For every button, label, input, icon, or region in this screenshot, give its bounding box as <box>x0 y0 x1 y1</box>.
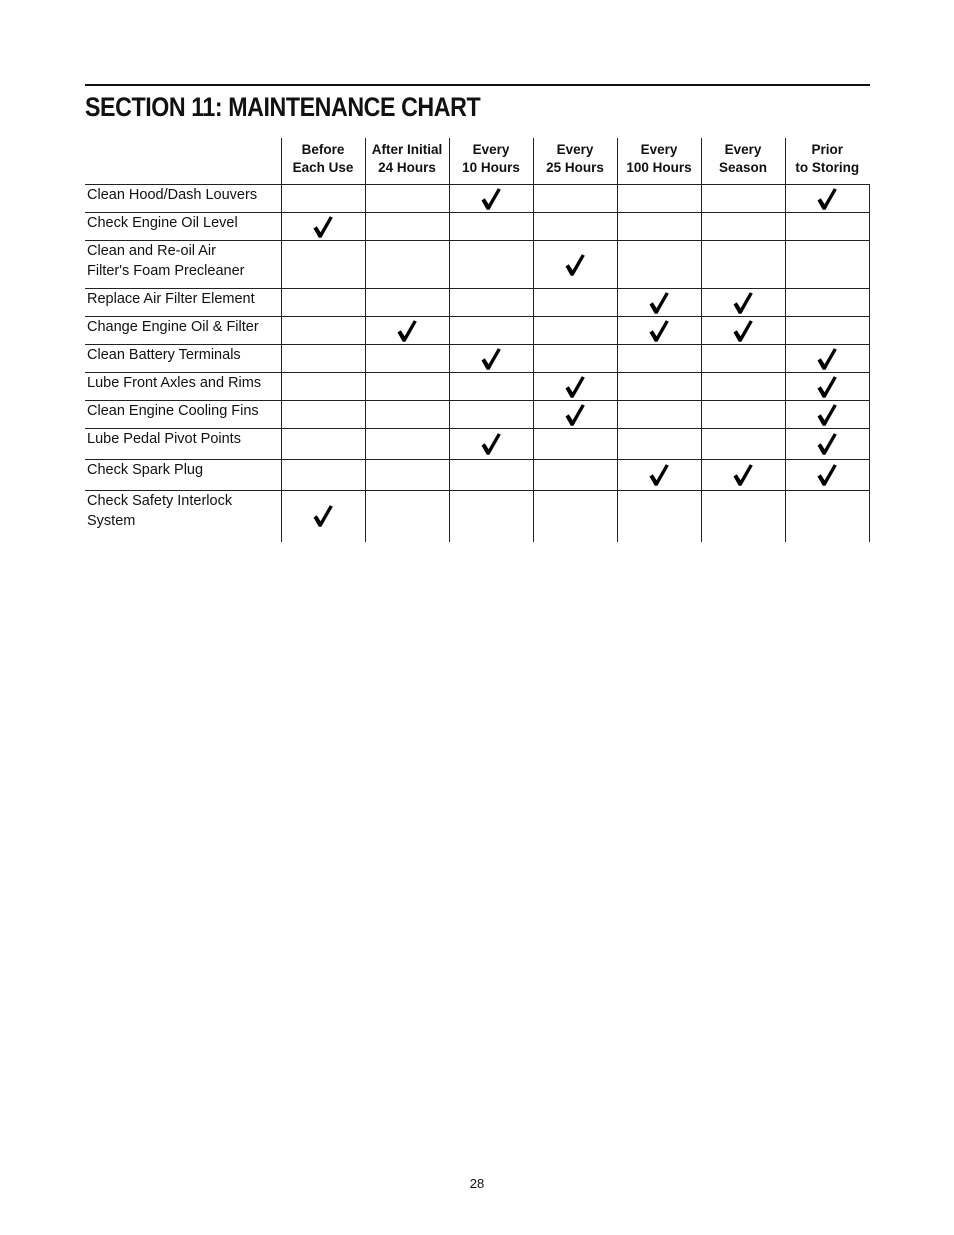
section-title: SECTION 11: MAINTENANCE CHART <box>85 92 481 122</box>
task-label-line: Check Safety Interlock <box>87 493 233 509</box>
column-header-line: Every <box>472 142 510 157</box>
interval-cell <box>701 491 785 542</box>
interval-cell <box>365 429 449 460</box>
interval-cell <box>281 345 365 373</box>
interval-cell <box>365 373 449 401</box>
interval-cell <box>701 317 785 345</box>
check-mark-icon <box>648 319 670 343</box>
task-label <box>85 317 281 345</box>
interval-cell <box>365 289 449 317</box>
check-mark-icon <box>816 187 838 211</box>
task-label <box>85 213 281 241</box>
column-header-line: 25 Hours <box>546 160 604 175</box>
interval-cell <box>365 401 449 429</box>
interval-cell <box>533 460 617 491</box>
column-header <box>533 138 617 185</box>
interval-cell <box>281 289 365 317</box>
interval-cell <box>365 491 449 542</box>
interval-cell <box>449 373 533 401</box>
check-mark-icon <box>732 463 754 487</box>
interval-cell <box>281 401 365 429</box>
interval-cell <box>533 241 617 289</box>
interval-cell <box>449 401 533 429</box>
interval-cell <box>449 241 533 289</box>
interval-cell <box>281 491 365 542</box>
interval-cell <box>617 460 701 491</box>
check-mark-icon <box>564 253 586 277</box>
interval-cell <box>365 317 449 345</box>
top-rule <box>85 84 870 86</box>
interval-cell <box>617 345 701 373</box>
task-label <box>85 491 281 542</box>
column-header-line: 100 Hours <box>626 160 692 175</box>
interval-cell <box>701 373 785 401</box>
check-mark-icon <box>396 319 418 343</box>
interval-cell <box>785 241 869 289</box>
interval-cell <box>701 401 785 429</box>
column-header <box>365 138 449 185</box>
column-header <box>785 138 869 185</box>
interval-cell <box>365 345 449 373</box>
table-row <box>85 241 869 289</box>
interval-cell <box>449 317 533 345</box>
check-mark-icon <box>480 347 502 371</box>
interval-cell <box>785 185 869 213</box>
table-row <box>85 317 869 345</box>
interval-cell <box>617 289 701 317</box>
check-mark-icon <box>732 319 754 343</box>
header-corner <box>85 138 281 185</box>
interval-cell <box>281 373 365 401</box>
task-label-line: Clean Engine Cooling Fins <box>87 403 259 419</box>
column-header <box>617 138 701 185</box>
column-header-line: Every <box>640 142 678 157</box>
interval-cell <box>701 241 785 289</box>
check-mark-icon <box>816 403 838 427</box>
interval-cell <box>785 491 869 542</box>
interval-cell <box>281 213 365 241</box>
table-row <box>85 185 869 213</box>
interval-cell <box>785 460 869 491</box>
interval-cell <box>785 345 869 373</box>
task-label <box>85 401 281 429</box>
interval-cell <box>785 429 869 460</box>
check-mark-icon <box>648 291 670 315</box>
interval-cell <box>701 185 785 213</box>
table-row <box>85 460 869 491</box>
interval-cell <box>533 401 617 429</box>
maintenance-chart-table <box>85 138 870 542</box>
interval-cell <box>281 460 365 491</box>
column-header-line: 10 Hours <box>462 160 520 175</box>
column-header-line: to Storing <box>795 160 860 175</box>
check-mark-icon <box>816 347 838 371</box>
table-row <box>85 289 869 317</box>
interval-cell <box>701 213 785 241</box>
table-row <box>85 373 869 401</box>
column-header <box>281 138 365 185</box>
check-mark-icon <box>816 463 838 487</box>
interval-cell <box>617 401 701 429</box>
interval-cell <box>701 460 785 491</box>
interval-cell <box>785 317 869 345</box>
interval-cell <box>785 213 869 241</box>
task-label <box>85 429 281 460</box>
check-mark-icon <box>816 432 838 456</box>
column-header-line: Every <box>556 142 594 157</box>
task-label-line: Change Engine Oil & Filter <box>87 319 259 335</box>
interval-cell <box>617 241 701 289</box>
interval-cell <box>785 401 869 429</box>
task-label <box>85 345 281 373</box>
interval-cell <box>449 213 533 241</box>
task-label <box>85 460 281 491</box>
column-header-line: Prior <box>811 142 843 157</box>
interval-cell <box>617 185 701 213</box>
column-header-line: Season <box>718 160 768 175</box>
interval-cell <box>449 491 533 542</box>
task-label-line: Clean Battery Terminals <box>87 347 241 363</box>
check-mark-icon <box>312 215 334 239</box>
task-label-line: Clean Hood/Dash Louvers <box>87 187 258 203</box>
interval-cell <box>785 289 869 317</box>
check-mark-icon <box>312 504 334 528</box>
interval-cell <box>365 241 449 289</box>
interval-cell <box>617 317 701 345</box>
table-row <box>85 401 869 429</box>
task-label-line: Clean and Re-oil Air <box>87 243 216 259</box>
interval-cell <box>281 317 365 345</box>
check-mark-icon <box>732 291 754 315</box>
check-mark-icon <box>480 432 502 456</box>
column-header-line: Every <box>724 142 762 157</box>
table-row <box>85 429 869 460</box>
interval-cell <box>533 317 617 345</box>
interval-cell <box>533 289 617 317</box>
check-mark-icon <box>564 375 586 399</box>
interval-cell <box>449 429 533 460</box>
interval-cell <box>701 289 785 317</box>
task-label <box>85 185 281 213</box>
header-row <box>85 138 869 185</box>
interval-cell <box>281 185 365 213</box>
interval-cell <box>365 460 449 491</box>
column-header-line: 24 Hours <box>378 160 436 175</box>
interval-cell <box>617 213 701 241</box>
interval-cell <box>449 185 533 213</box>
task-label <box>85 241 281 289</box>
interval-cell <box>281 241 365 289</box>
table-row <box>85 345 869 373</box>
column-header-line: After Initial <box>371 142 443 157</box>
interval-cell <box>701 429 785 460</box>
interval-cell <box>281 429 365 460</box>
interval-cell <box>449 345 533 373</box>
interval-cell <box>533 429 617 460</box>
interval-cell <box>533 491 617 542</box>
check-mark-icon <box>648 463 670 487</box>
table-row <box>85 213 869 241</box>
interval-cell <box>617 491 701 542</box>
column-header <box>701 138 785 185</box>
interval-cell <box>533 373 617 401</box>
task-label <box>85 373 281 401</box>
interval-cell <box>365 213 449 241</box>
interval-cell <box>365 185 449 213</box>
check-mark-icon <box>480 187 502 211</box>
task-label-line: Check Engine Oil Level <box>87 215 238 231</box>
column-header-line: Each Use <box>292 160 354 175</box>
task-label-line: Filter's Foam Precleaner <box>87 263 245 279</box>
check-mark-icon <box>564 403 586 427</box>
interval-cell <box>449 289 533 317</box>
interval-cell <box>533 213 617 241</box>
task-label-line: System <box>87 513 136 529</box>
task-label-line: Lube Front Axles and Rims <box>87 375 262 391</box>
task-label-line: Lube Pedal Pivot Points <box>87 431 241 447</box>
column-header <box>449 138 533 185</box>
page-number: 28 <box>469 1176 485 1191</box>
interval-cell <box>533 345 617 373</box>
task-label-line: Replace Air Filter Element <box>87 291 255 307</box>
interval-cell <box>449 460 533 491</box>
check-mark-icon <box>816 375 838 399</box>
interval-cell <box>701 345 785 373</box>
interval-cell <box>617 373 701 401</box>
task-label-line: Check Spark Plug <box>87 462 204 478</box>
task-label <box>85 289 281 317</box>
column-header-line: Before <box>301 142 345 157</box>
interval-cell <box>617 429 701 460</box>
table-row <box>85 491 869 542</box>
interval-cell <box>785 373 869 401</box>
interval-cell <box>533 185 617 213</box>
